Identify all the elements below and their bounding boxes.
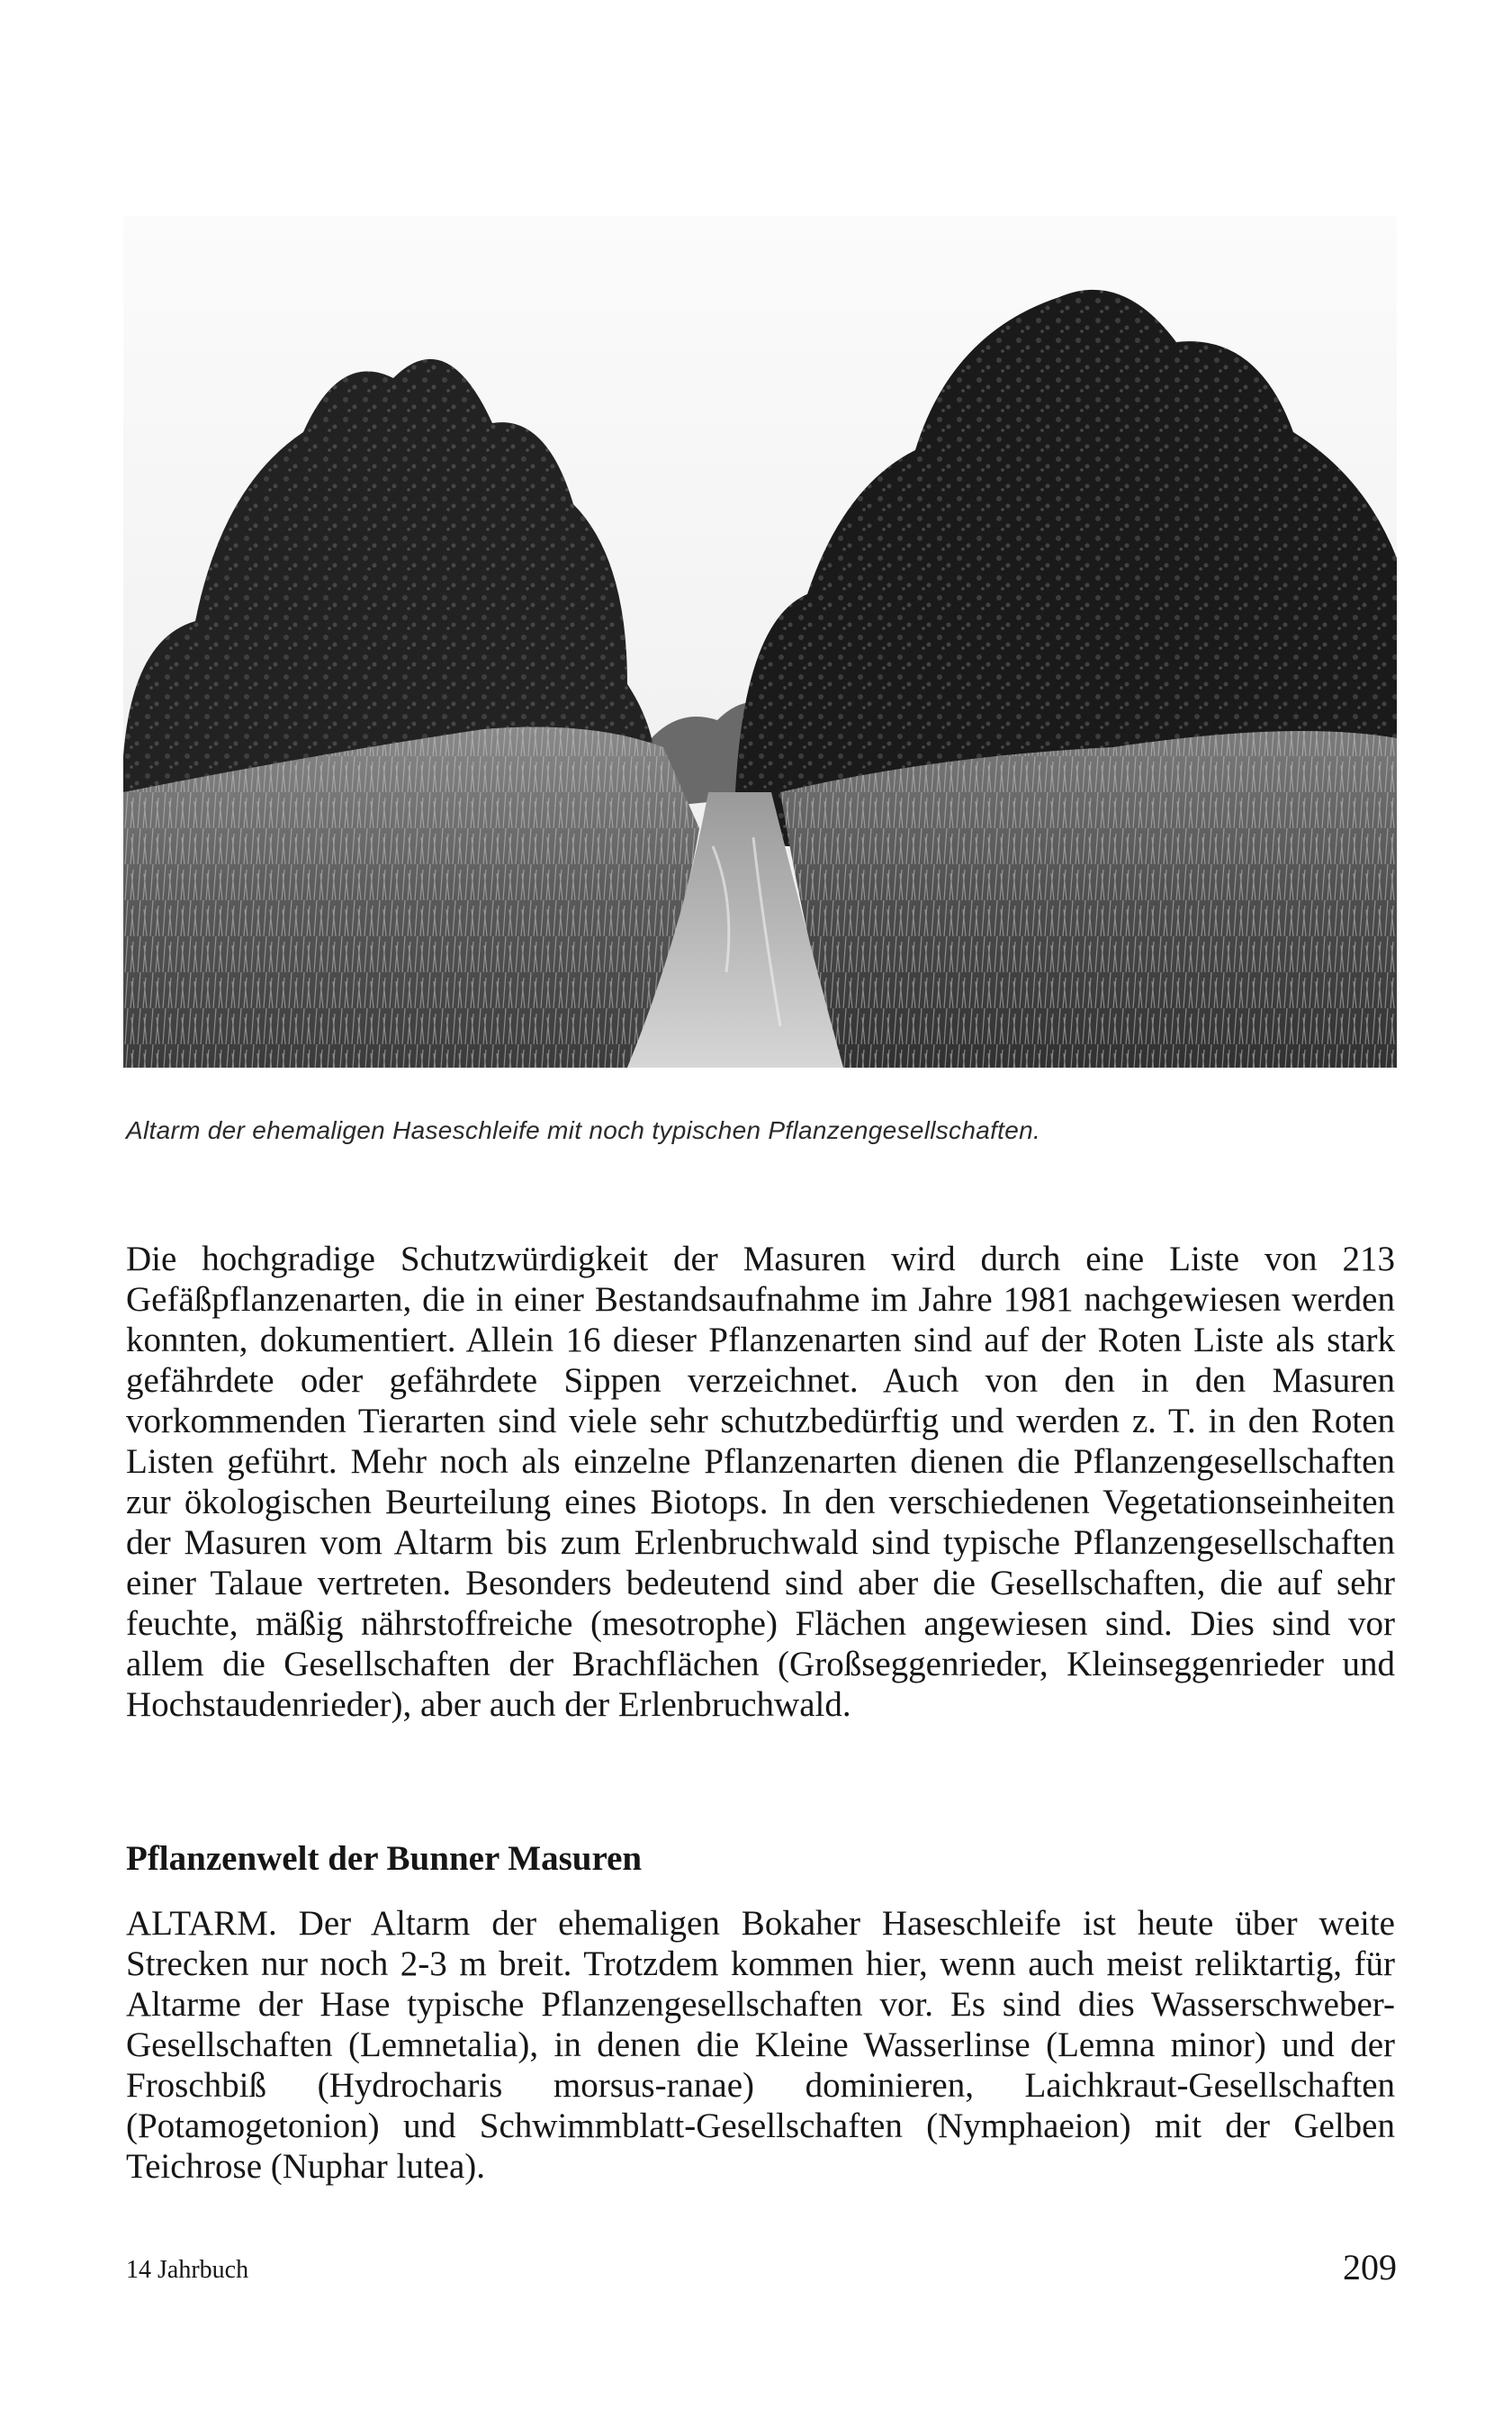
photo-canal-landscape-icon (123, 216, 1397, 1068)
page-number: 209 (1343, 2247, 1397, 2287)
canal-photo (123, 216, 1397, 1068)
body-paragraph-2: ALTARM. Der Altarm der ehemaligen Bokaher Haseschleife ist heute über weite Strecken nur noch 2-3 m breit. Trotzdem kommen hier, wenn auch meist reliktartig, für Altarme der Hase typische Pflanzengesellschaften vor. Es sind dies Wasserschweber-Gesellschaften (Lemnetalia), in denen die Kleine Wasserlinse (Lemna minor) und der Froschbiß (Hydrocharis morsus-ranae) dominieren, Laichkraut-Gesellschaften (Potamogetonion) und Schwimmblatt-Gesellschaften (Nymphaeion) mit der Gelben Teichrose (Nuphar lutea). (126, 1904, 1395, 2186)
figure-caption: Altarm der ehemaligen Haseschleife mit noch typischen Pflanzengesellschaften. (126, 1116, 1041, 1144)
section-heading: Pflanzenwelt der Bunner Masuren (126, 1839, 643, 1878)
footer-publication: 14 Jahrbuch (126, 2256, 249, 2284)
body-paragraph-1: Die hochgradige Schutzwürdigkeit der Masuren wird durch eine Liste von 213 Gefäßpflanzenarten, die in einer Bestandsaufnahme im Jahre 1981 nachgewiesen werden konnten, dokumentiert. Allein 16 dieser Pflanzenarten sind auf der Roten Liste als stark gefährdete oder gefährdete Sippen verzeichnet. Auch von den in den Masuren vorkommenden Tierarten sind viele sehr schutzbedürftig und werden z. T. in den Roten Listen geführt. Mehr noch als einzelne Pflanzenarten dienen die Pflanzengesellschaften zur ökologischen Beurteilung eines Biotops. In den verschiedenen Vegetationseinheiten der Masuren vom Altarm bis zum Erlenbruchwald sind typische Pflanzengesellschaften einer Talaue vertreten. Besonders bedeutend sind aber die Gesellschaften, die auf sehr feuchte, mäßig nährstoffreiche (mesotrophe) Flächen angewiesen sind. Dies sind vor allem die Gesellschaften der Brachflächen (Großseggenrieder, Kleinseggenrieder und Hochstaudenrieder), aber auch der Erlenbruchwald. (126, 1240, 1395, 1724)
